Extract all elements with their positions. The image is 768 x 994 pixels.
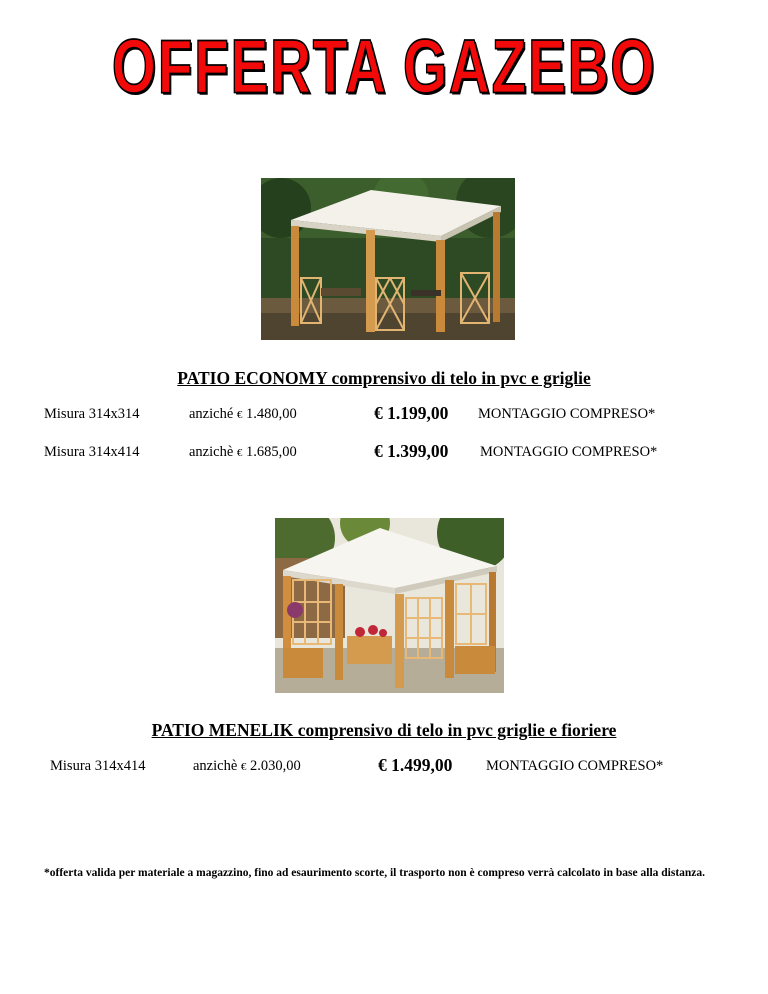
product-title-menelik: PATIO MENELIK comprensivo di telo in pvc griglie e fioriere [151,720,617,740]
size-label: Misura 314x314 [44,406,140,422]
assembly-note: MONTAGGIO COMPRESO* [480,444,658,460]
offer-price: € 1.199,00 [374,403,449,423]
assembly-note: MONTAGGIO COMPRESO* [486,758,664,774]
old-price: anzichè € 1.685,00 [189,444,297,460]
old-price: anziché € 1.480,00 [189,406,297,422]
gazebo-menelik-photo [275,518,504,693]
old-price: anzichè € 2.030,00 [193,758,301,774]
offer-price: € 1.399,00 [374,441,449,461]
page-headline: OFFERTA GAZEBO [111,23,657,109]
size-label: Misura 314x414 [44,444,140,460]
gazebo-economy-photo [261,178,515,340]
size-label: Misura 314x414 [50,758,146,774]
assembly-note: MONTAGGIO COMPRESO* [478,406,656,422]
footnote: *offerta valida per materiale a magazzino, fino ad esaurimento scorte, il trasporto non è compreso verrà calcolato in base alla distanza. [44,867,706,879]
offer-price: € 1.499,00 [378,755,453,775]
product-title-economy: PATIO ECONOMY comprensivo di telo in pvc e griglie [177,368,591,388]
